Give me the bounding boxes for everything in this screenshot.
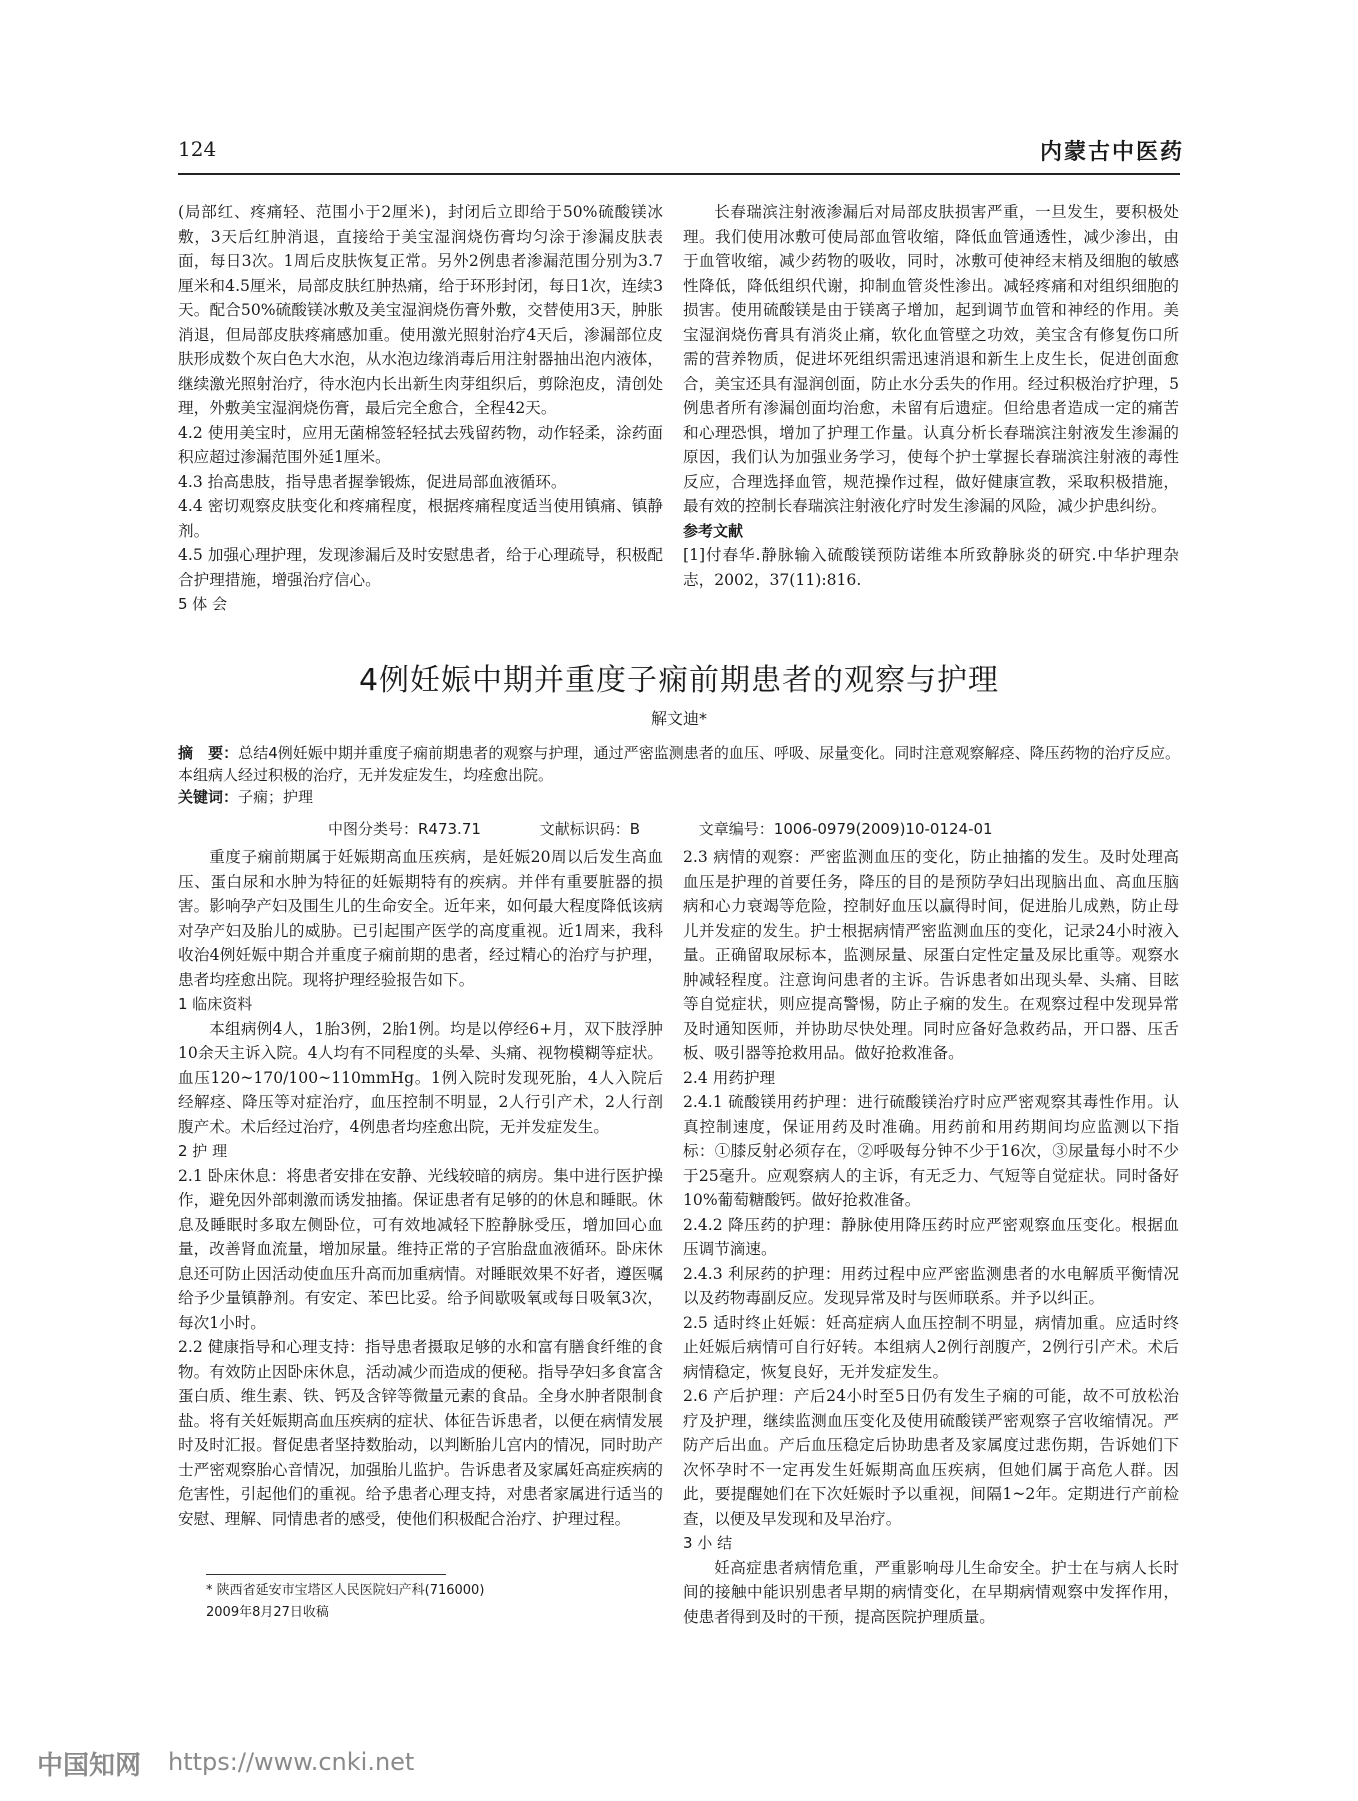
paragraph: 2.4.2 降压药的护理：静脉使用降压药时应严密观察血压变化。根据血压调节滴速。	[683, 1215, 1179, 1258]
bottom-left-column	[178, 845, 663, 1531]
paragraph: 3 小 结	[683, 1534, 733, 1552]
keywords-label: 关键词：	[178, 788, 239, 806]
paragraph: 本组病例4人，1胎3例，2胎1例。均是以停经6+月，双下肢浮肿10余天主诉入院。4人均有不同程度的头晕、头痛、视物模糊等症状。血压120~170/100~110mmHg。1例入院时发现死胎，4人入院后经解痉、降压等对症治疗，血压控制不明显，2人行引产术，2人行剖腹产术。术后经过治疗，4例患者均痊愈出院，无并发症发生。	[178, 1019, 663, 1136]
paragraph: 妊高症患者病情危重，严重影响母儿生命安全。护士在与病人长时间的接触中能识别患者早期的病情变化，在早期病情观察中发挥作用，使患者得到及时的干预，提高医院护理质量。	[683, 1558, 1179, 1626]
keywords-text: 子痫；护理	[238, 788, 314, 806]
paragraph: 2.4 用药护理	[683, 1068, 776, 1087]
journal-name: 内蒙古中医药	[1040, 140, 1185, 165]
clc-number: 中图分类号：R473.71	[328, 820, 481, 838]
paragraph: 2 护 理	[178, 1142, 228, 1160]
paragraph: 4.4 密切观察皮肤变化和疼痛程度，根据疼痛程度适当使用镇痛、镇静剂。	[178, 497, 663, 540]
abstract	[178, 742, 1180, 786]
paragraph: 4.5 加强心理护理，发现渗漏后及时安慰患者，给于心理疏导，积极配合护理措施，增强治疗信心。	[178, 546, 663, 589]
classification-line	[328, 818, 1180, 839]
paragraph: 2.5 适时终止妊娠：妊高症病人血压控制不明显，病情加重。应适时终止妊娠后病情可自行好转。本组病人2例行剖腹产，2例行引产术。术后病情稳定，恢复良好，无并发症发生。	[683, 1313, 1179, 1381]
abstract-block	[178, 742, 1180, 808]
keywords	[178, 786, 1180, 808]
paragraph: 4.2 使用美宝时，应用无菌棉签轻轻拭去残留药物，动作轻柔，涂药面积应超过渗漏范围外延1厘米。	[178, 423, 663, 466]
header-rule	[178, 173, 1180, 175]
paragraph: 2.3 病情的观察：严密监测血压的变化，防止抽搐的发生。及时处理高血压是护理的首要任务，降压的目的是预防孕妇出现脑出血、高血压脑病和心力衰竭等危险，控制好血压以赢得时间，促进胎儿成熟，防止母儿并发症的发生。护士根据病情严密监测血压的变化，记录24小时液入量。正确留取尿标本，监测尿量、尿蛋白定性定量及尿比重等。观察水肿减轻程度。注意询问患者的主诉。告诉患者如出现头晕、头痛、目眩等自觉症状，则应提高警惕，防止子痫的发生。在观察过程中发现异常及时通知医师，并协助尽快处理。同时应备好急救药品，开口器、压舌板、吸引器等抢救用品。做好抢救准备。	[683, 848, 1179, 1062]
paragraph: [1]付春华.静脉输入硫酸镁预防诺维本所致静脉炎的研究.中华护理杂志，2002，37(11):816.	[683, 546, 1179, 589]
paragraph: 重度子痫前期属于妊娠期高血压疾病，是妊娠20周以后发生高血压、蛋白尿和水肿为特征的妊娠期特有的疾病。并伴有重要脏器的损害。影响孕产妇及围生儿的生命安全。近年来，如何最大程度降低该病对孕产妇及胎儿的威胁。已引起围产医学的高度重视。近1周来，我科收治4例妊娠中期合并重度子痫前期的患者，经过精心的治疗与护理，患者均痊愈出院。现将护理经验报告如下。	[178, 848, 663, 989]
paragraph: 2.2 健康指导和心理支持：指导患者摄取足够的水和富有膳食纤维的食物。有效防止因卧床休息，活动减少而造成的便秘。指导孕妇多食富含蛋白质、维生素、铁、钙及含锌等微量元素的食品。全身水肿者限制食盐。将有关妊娠期高血压疾病的症状、体征告诉患者，以便在病情发展时及时汇报。督促患者坚持数胎动，以判断胎儿宫内的情况，同时助产士严密观察胎心音情况，加强胎儿监护。告诉患者及家属妊高症疾病的危害性，引起他们的重视。给予患者心理支持，对患者家属进行适当的安慰、理解、同情患者的感受，使他们积极配合治疗、护理过程。	[178, 1338, 663, 1528]
article-author: 解文迪*	[650, 709, 707, 728]
paragraph: 参考文献	[683, 521, 744, 540]
top-right-column	[683, 200, 1179, 592]
paragraph: 4.3 抬高患肢，指导患者握拳锻炼，促进局部血液循环。	[178, 472, 567, 491]
paragraph: 2.1 卧床休息：将患者安排在安静、光线较暗的病房。集中进行医护操作，避免因外部刺激而诱发抽搐。保证患者有足够的的休息和睡眠。休息及睡眠时多取左侧卧位，可有效地减轻下腔静脉受压，增加回心血量，改善肾血流量，增加尿量。维持正常的子宫胎盘血液循环。卧床休息还可防止因活动使血压升高而加重病情。对睡眠效果不好者，遵医嘱给予少量镇静剂。有安定、苯巴比妥。给予间歇吸氧或每日吸氧3次，每次1小时。	[178, 1166, 663, 1332]
cnki-logo-text: 中国知网	[37, 1751, 142, 1781]
top-left-column	[178, 200, 663, 617]
cnki-url[interactable]: https://www.cnki.net	[168, 1748, 415, 1776]
paragraph: (局部红、疼痛轻、范围小于2厘米)，封闭后立即给于50%硫酸镁冰敷，3天后红肿消退，直接给于美宝湿润烧伤膏均匀涂于渗漏皮肤表面，每日3次。1周后皮肤恢复正常。另外2例患者渗漏范围分别为3.7厘米和4.5厘米，局部皮肤红肿热痛，给于环形封闭，每日1次，连续3天。配合50%硫酸镁冰敷及美宝湿润烧伤膏外敷，交替使用3天，肿胀消退，但局部皮肤疼痛感加重。使用激光照射治疗4天后，渗漏部位皮肤形成数个灰白色大水泡，从水泡边缘消毒后用注射器抽出泡内液体，继续激光照射治疗，待水泡内长出新生肉芽组织后，剪除泡皮，清创处理，外敷美宝湿润烧伤膏，最后完全愈合，全程42天。	[178, 203, 663, 417]
paragraph: 长春瑞滨注射液渗漏后对局部皮肤损害严重，一旦发生，要积极处理。我们使用冰敷可使局部血管收缩，降低血管通透性，减少渗出，由于血管收缩，减少药物的吸收，同时，冰敷可使神经末梢及细胞的敏感性降低，降低组织代谢，抑制血管炎性渗出。减轻疼痛和对组织细胞的损害。使用硫酸镁是由于镁离子增加，起到调节血管和神经的作用。美宝湿润烧伤膏具有消炎止痛，软化血管壁之功效，美宝含有修复伤口所需的营养物质，促进坏死组织需迅速消退和新生上皮生长，促进创面愈合，美宝还具有湿润创面，防止水分丢失的作用。经过积极治疗护理，5例患者所有渗漏创面均治愈，未留有后遗症。但给患者造成一定的痛苦和心理恐惧，增加了护理工作量。认真分析长春瑞滨注射液发生渗漏的原因，我们认为加强业务学习，使每个护士掌握长春瑞滨注射液的毒性反应，合理选择血管，规范操作过程，做好健康宣教，采取积极措施，最有效的控制长春瑞滨注射液化疗时发生渗漏的风险，减少护患纠纷。	[683, 203, 1179, 515]
bottom-right-column	[683, 845, 1179, 1629]
abstract-label: 摘 要：	[178, 744, 239, 762]
article-number: 文章编号：1006-0979(2009)10-0124-01	[698, 820, 993, 838]
abstract-text: 总结4例妊娠中期并重度子痫前期患者的观察与护理，通过严密监测患者的血压、呼吸、尿量变化。同时注意观察解痉、降压药物的治疗反应。本组病人经过积极的治疗，无并发症发生，均痊愈出院。	[178, 744, 1180, 784]
footnote	[206, 1580, 484, 1624]
article-title: 4例妊娠中期并重度子痫前期患者的观察与护理	[358, 663, 1000, 698]
paragraph: 2.4.1 硫酸镁用药护理：进行硫酸镁治疗时应严密观察其毒性作用。认真控制速度，保证用药及时准确。用药前和用药期间均应监测以下指标：①膝反射必须存在，②呼吸每分钟不少于16次，③尿量每小时不少于25毫升。应观察病人的主诉，有无乏力、气短等自觉症状。同时备好10%葡萄糖酸钙。做好抢救准备。	[683, 1093, 1179, 1209]
page-number: 124	[178, 137, 217, 161]
paragraph: 5 体 会	[178, 595, 228, 613]
footnote-rule	[206, 1574, 446, 1575]
paragraph: 2.4.3 利尿药的护理：用药过程中应严密监测患者的水电解质平衡情况以及药物毒副反应。发现异常及时与医师联系。并予以纠正。	[683, 1264, 1179, 1307]
footnote-affiliation: * 陕西省延安市宝塔区人民医院妇产科(716000)	[206, 1583, 485, 1598]
document-code: 文献标识码：B	[539, 820, 640, 838]
paragraph: 2.6 产后护理：产后24小时至5日仍有发生子痫的可能，故不可放松治疗及护理，继续监测血压变化及使用硫酸镁严密观察子宫收缩情况。严防产后出血。产后血压稳定后协助患者及家属度过悲伤期，告诉她们下次怀孕时不一定再发生妊娠期高血压疾病，但她们属于高危人群。因此，要提醒她们在下次妊娠时予以重视，间隔1~2年。定期进行产前检查，以便及早发现和及早治疗。	[683, 1387, 1179, 1528]
footnote-received: 2009年8月27日收稿	[206, 1605, 329, 1620]
paragraph: 1 临床资料	[178, 995, 253, 1013]
